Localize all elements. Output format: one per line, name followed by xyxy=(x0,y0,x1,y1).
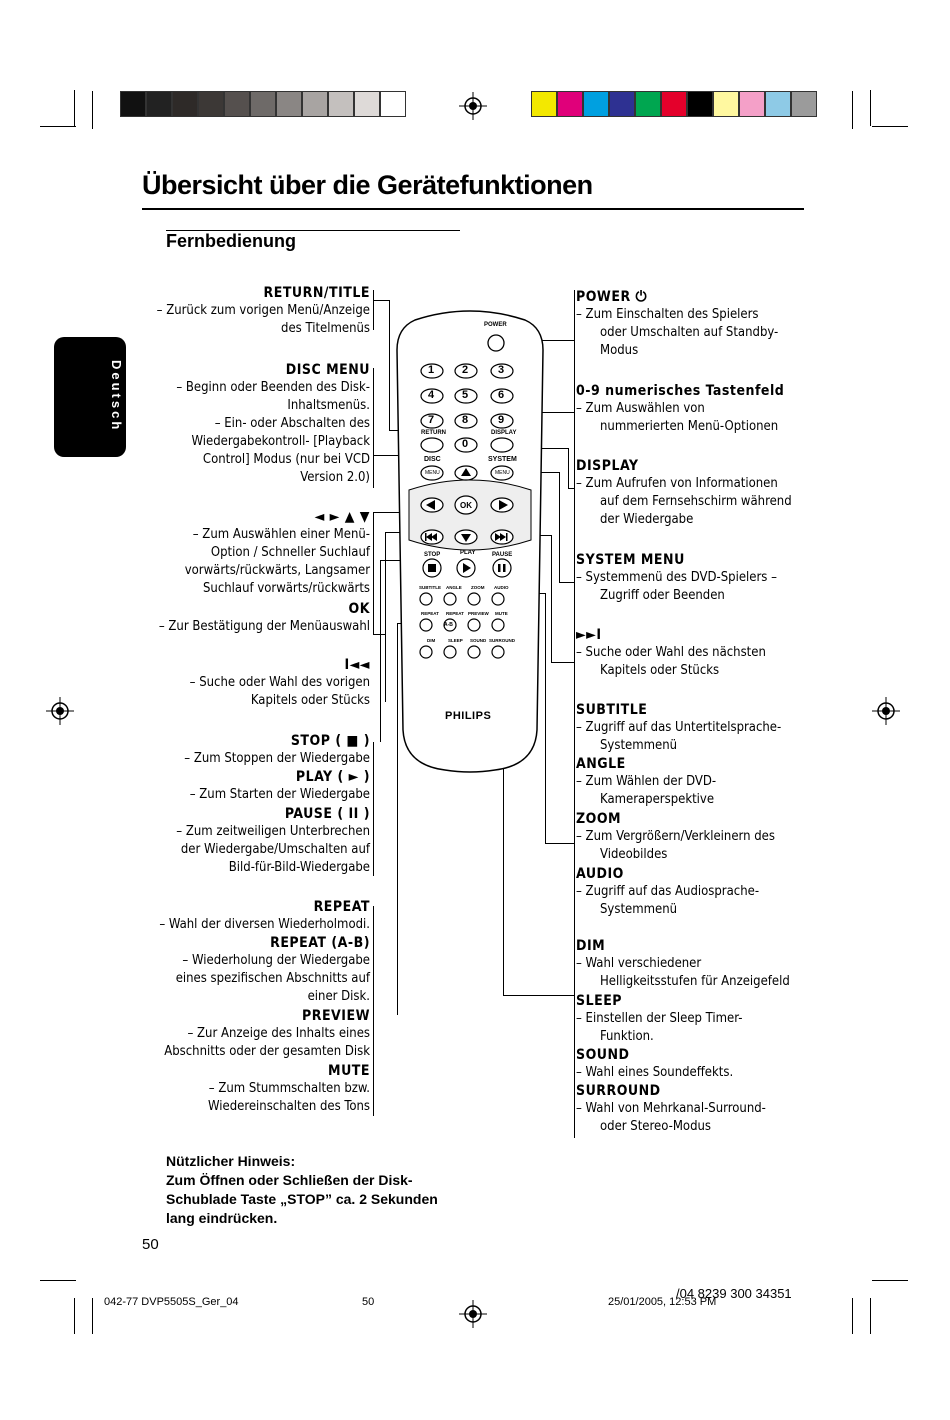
label-desc: – Zurück zum vorigen Menü/Anzeige des Titelmenüs xyxy=(156,303,370,336)
remote-key-9: 9 xyxy=(498,414,505,426)
label-head: I◄◄ xyxy=(344,657,370,673)
crop-mark xyxy=(92,1298,93,1334)
label-desc: – Zum Wählen der DVD- Kameraperspektive xyxy=(576,774,717,807)
label-head: OK xyxy=(348,601,370,617)
page-number: 50 xyxy=(142,1236,159,1253)
remote-text-angle: ANGLE xyxy=(446,585,462,590)
gray-swatches xyxy=(120,91,406,117)
color-swatch xyxy=(661,91,687,117)
color-swatch xyxy=(146,91,172,117)
label-head: SYSTEM MENU xyxy=(576,552,685,568)
label-head: STOP ( ■ ) xyxy=(290,733,370,749)
label-desc: – Zum Starten der Wiedergabe xyxy=(189,787,370,802)
color-swatch xyxy=(120,91,146,117)
remote-text-system-menu: MENU xyxy=(495,470,510,476)
leader-line xyxy=(559,472,560,582)
remote-text-ok: OK xyxy=(460,501,472,510)
color-swatch xyxy=(276,91,302,117)
label-sleep xyxy=(576,992,816,1046)
footer-date: 25/01/2005, 12:53 PM xyxy=(608,1296,717,1308)
label-head: POWER ⏻ xyxy=(576,289,648,305)
remote-text-play: PLAY xyxy=(460,550,476,556)
remote-key-5: 5 xyxy=(462,389,469,401)
label-head: DIM xyxy=(576,938,606,954)
page-title: Übersicht über die Gerätefunktionen xyxy=(142,170,593,200)
label-desc: – Zum Stummschalten bzw. Wiedereinschalten des Tons xyxy=(207,1081,370,1114)
label-head: ZOOM xyxy=(576,811,622,827)
label-pause xyxy=(140,805,370,877)
color-swatch xyxy=(354,91,380,117)
crop-mark xyxy=(74,1298,75,1334)
label-desc: – Wahl der diversen Wiederholmodi. xyxy=(159,917,370,932)
label-ok xyxy=(140,600,370,636)
label-desc: – Systemmenü des DVD-Spielers – Zugriff oder Beenden xyxy=(576,570,777,603)
label-desc: – Zum Stoppen der Wiedergabe xyxy=(184,751,370,766)
remote-text-stop: STOP xyxy=(424,552,441,558)
color-swatch xyxy=(531,91,557,117)
leader-line xyxy=(568,448,569,488)
label-desc: – Zum Einschalten des Spielers oder Umschalten auf Standby- Modus xyxy=(576,307,779,358)
hint-text: Zum Öffnen oder Schließen der Disk-Schublade Taste „STOP” ca. 2 Sekunden lang eindrücken. xyxy=(166,1172,438,1226)
label-head: PLAY ( ► ) xyxy=(295,769,370,785)
crop-mark xyxy=(872,126,908,127)
color-swatch xyxy=(557,91,583,117)
label-desc: – Wiederholung der Wiedergabe eines spezifischen Abschnitts auf einer Disk. xyxy=(175,953,370,1004)
remote-text-sleep: SLEEP xyxy=(448,638,463,643)
footer-file: 042-77 DVP5505S_Ger_04 xyxy=(104,1296,239,1308)
label-desc: – Wahl eines Soundeffekts. xyxy=(576,1065,734,1080)
remote-text-disc-menu: MENU xyxy=(425,470,440,476)
crop-mark xyxy=(870,1298,871,1334)
label-head: PREVIEW xyxy=(302,1008,370,1024)
label-desc: – Zum Auswählen einer Menü- Option / Schneller Suchlauf vorwärts/rückwärts, Langsamer Suchlauf vorwärts/rückwärts xyxy=(184,527,370,596)
label-head: ►►I xyxy=(576,627,602,643)
leader-line xyxy=(380,560,381,742)
section-title: Fernbedienung xyxy=(166,231,296,251)
label-desc: – Einstellen der Sleep Timer- Funktion. xyxy=(576,1011,743,1044)
remote-text-sound: SOUND xyxy=(470,638,487,643)
leader-line xyxy=(373,906,374,1116)
remote-key-3: 3 xyxy=(498,364,505,376)
label-desc: – Zur Bestätigung der Menüauswahl xyxy=(158,619,370,634)
registration-mark-icon xyxy=(872,697,900,725)
registration-mark-icon xyxy=(459,92,487,120)
color-swatch xyxy=(687,91,713,117)
label-head: DISC MENU xyxy=(285,362,370,378)
label-system-menu xyxy=(576,551,816,605)
remote-text-preview: PREVIEW xyxy=(468,611,489,616)
label-repeat-ab xyxy=(140,934,370,1006)
footer-page: 50 xyxy=(362,1296,375,1308)
remote-key-7: 7 xyxy=(428,414,435,426)
leader-line xyxy=(373,368,374,488)
crop-mark xyxy=(872,1280,908,1281)
remote-key-8: 8 xyxy=(462,414,469,426)
leader-line xyxy=(373,290,374,330)
crop-mark xyxy=(74,90,75,126)
leader-line xyxy=(373,300,389,301)
label-audio xyxy=(576,865,816,919)
remote-text-mute: MUTE xyxy=(495,611,508,616)
remote-text-return: RETURN xyxy=(421,430,446,436)
color-swatch xyxy=(609,91,635,117)
label-next xyxy=(576,626,816,680)
leader-line xyxy=(385,532,386,702)
leader-line xyxy=(551,535,552,662)
label-head: 0-9 numerisches Tastenfeld xyxy=(576,383,785,399)
crop-mark xyxy=(870,90,871,126)
remote-key-6: 6 xyxy=(498,389,505,401)
color-swatches xyxy=(531,91,817,117)
color-swatch xyxy=(739,91,765,117)
leader-line xyxy=(389,300,390,430)
remote-text-zoom: ZOOM xyxy=(471,585,485,590)
crop-mark xyxy=(852,1298,853,1334)
label-dim xyxy=(576,937,816,991)
remote-text-power: POWER xyxy=(484,322,507,328)
color-swatch xyxy=(713,91,739,117)
label-desc: – Zur Anzeige des Inhalts eines Abschnitts oder der gesamten Disk xyxy=(164,1026,370,1059)
label-desc: – Zum Auswählen von nummerierten Menü-Optionen xyxy=(576,401,779,434)
leader-line xyxy=(373,512,374,634)
label-desc: – Zugriff auf das Audiosprache- Systemmenü xyxy=(576,884,760,917)
hint-box xyxy=(166,1152,466,1228)
remote-text-dim: DIM xyxy=(427,638,436,643)
label-head: REPEAT xyxy=(313,899,370,915)
registration-mark-icon xyxy=(459,1300,487,1328)
title-rule xyxy=(142,208,804,210)
label-head: RETURN/TITLE xyxy=(263,285,370,301)
remote-text-ab: A-B xyxy=(444,622,453,628)
remote-text-disc: DISC xyxy=(424,456,441,463)
color-swatch xyxy=(250,91,276,117)
label-head: AUDIO xyxy=(576,866,624,882)
label-head: ◄ ► ▲ ▼ xyxy=(314,509,370,525)
label-head: SOUND xyxy=(576,1047,630,1063)
label-head: MUTE xyxy=(328,1063,370,1079)
label-disc-menu xyxy=(140,361,370,487)
leader-line xyxy=(545,843,574,844)
label-repeat xyxy=(140,898,370,934)
label-sound xyxy=(576,1046,816,1082)
label-play xyxy=(140,768,370,804)
crop-mark xyxy=(852,91,853,129)
remote-text-surround: SURROUND xyxy=(489,638,516,643)
label-desc: – Zum Aufrufen von Informationen auf dem Fernsehschirm während der Wiedergabe xyxy=(576,476,792,527)
color-swatch xyxy=(583,91,609,117)
crop-mark xyxy=(40,1280,76,1281)
bracket-line xyxy=(574,290,575,1138)
label-return-title xyxy=(140,284,370,338)
color-swatch xyxy=(635,91,661,117)
label-mute xyxy=(140,1062,370,1116)
label-desc: – Zum zeitweiligen Unterbrechen der Wiedergabe/Umschalten auf Bild-für-Bild-Wiedergabe xyxy=(176,824,370,875)
remote-brand-logo: PHILIPS xyxy=(445,710,492,722)
label-desc: – Beginn oder Beenden des Disk- Inhaltsmenüs. – Ein- oder Abschalten des Wiedergabekontroll- [Playback Control] Modus (nur bei VCD Version 2.0) xyxy=(176,380,370,485)
remote-key-4: 4 xyxy=(428,389,435,401)
label-desc: – Zugriff auf das Untertitelsprache- Systemmenü xyxy=(576,720,782,753)
label-desc: – Zum Vergrößern/Verkleinern des Videobildes xyxy=(576,829,775,862)
hint-heading: Nützlicher Hinweis: xyxy=(166,1153,296,1169)
leader-line xyxy=(373,634,385,635)
label-power xyxy=(576,288,816,360)
remote-key-2: 2 xyxy=(462,364,469,376)
remote-text-audio: AUDIO xyxy=(494,585,509,590)
label-surround xyxy=(576,1082,816,1136)
remote-text-display: DISPLAY xyxy=(491,430,517,436)
leader-line xyxy=(373,742,374,876)
remote-text-repeat-ab: REPEAT xyxy=(446,611,464,616)
label-stop xyxy=(140,732,370,768)
remote-key-1: 1 xyxy=(428,364,435,376)
label-head: REPEAT (A-B) xyxy=(270,935,370,951)
color-swatch xyxy=(765,91,791,117)
remote-key-0: 0 xyxy=(462,438,469,450)
registration-mark-icon xyxy=(46,697,74,725)
color-swatch xyxy=(791,91,817,117)
color-swatch xyxy=(224,91,250,117)
remote-text-repeat: REPEAT xyxy=(421,611,439,616)
crop-mark xyxy=(40,126,76,127)
leader-line xyxy=(559,582,574,583)
label-desc: – Wahl von Mehrkanal-Surround- oder Stereo-Modus xyxy=(576,1101,766,1134)
label-subtitle xyxy=(576,701,816,755)
color-swatch xyxy=(328,91,354,117)
label-desc: – Wahl verschiedener Helligkeitsstufen für Anzeigefeld xyxy=(576,956,790,989)
label-numeric-keys xyxy=(576,382,816,436)
label-head: DISPLAY xyxy=(576,458,639,474)
label-cursor-keys xyxy=(140,508,370,598)
label-preview xyxy=(140,1007,370,1061)
color-swatch xyxy=(380,91,406,117)
color-swatch xyxy=(198,91,224,117)
color-swatch xyxy=(302,91,328,117)
label-display xyxy=(576,457,816,529)
remote-text-pause: PAUSE xyxy=(492,552,513,558)
language-tab-label: Deutsch xyxy=(109,360,124,433)
label-head: SLEEP xyxy=(576,993,623,1009)
leader-line xyxy=(551,662,574,663)
label-head: PAUSE ( II ) xyxy=(284,806,370,822)
label-desc: – Suche oder Wahl des vorigen Kapitels oder Stücks xyxy=(189,675,370,708)
leader-line xyxy=(545,593,546,843)
label-zoom xyxy=(576,810,816,864)
leader-line xyxy=(568,488,574,489)
footer-code: /04 8239 300 34351 xyxy=(676,1286,792,1301)
leader-line xyxy=(503,995,574,996)
label-previous xyxy=(140,656,370,710)
label-head: SUBTITLE xyxy=(576,702,648,718)
label-head: SURROUND xyxy=(576,1083,661,1099)
remote-text-system: SYSTEM xyxy=(488,456,517,463)
label-angle xyxy=(576,755,816,809)
color-swatch xyxy=(172,91,198,117)
label-head: ANGLE xyxy=(576,756,626,772)
label-desc: – Suche oder Wahl des nächsten Kapitels oder Stücks xyxy=(576,645,766,678)
remote-text-subtitle: SUBTITLE xyxy=(419,585,441,590)
crop-mark xyxy=(92,91,93,129)
